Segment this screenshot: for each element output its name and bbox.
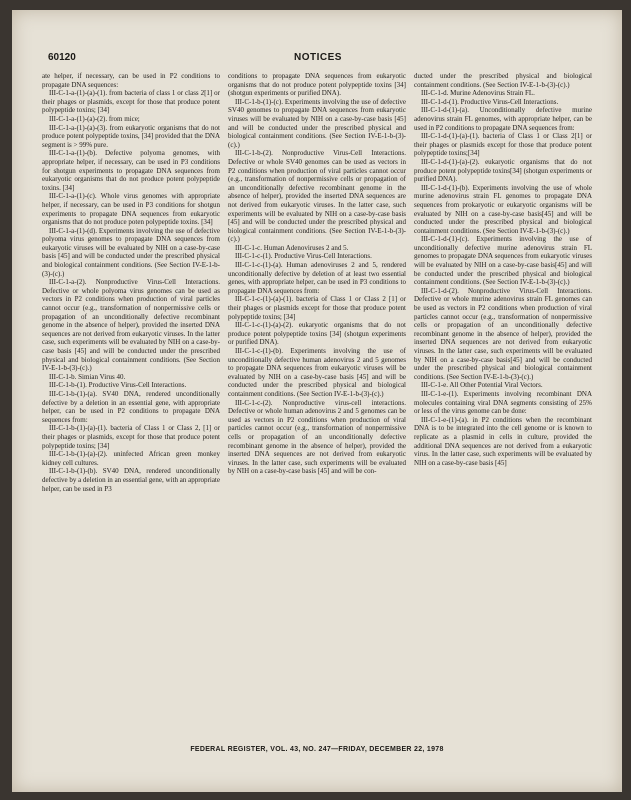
section-title: NOTICES xyxy=(294,52,342,63)
paragraph: III-C-1-c. Human Adenoviruses 2 and 5. xyxy=(235,243,349,252)
paragraph: III-C-1-b. Simian Virus 40. xyxy=(49,372,126,381)
paragraph: III-C-1-d-(1)-(b). Experiments involving the use of whole murine adenovirus strain FL genomes to propagate DNA sequences from prokaryotic or eukaryotic organisms will be evaluated by NIH on a case-by-case basis[45] and will be conducted under the prescribed physical and biological containment conditions. (See Section IV-E-1-b-(3)-(c).) xyxy=(414,183,592,235)
paragraph: III-C-1-c-(1)-(b). Experiments involving the use of unconditionally defective human adenovirus 2 and 5 genomes to propagate DNA sequences from eukaryotic viruses will be evaluated by NIH on a case-by-case basis [45] and will be conducted under the prescribed physical and biological containment conditions. (See Section IV-E-1-b-(3)-(c).) xyxy=(228,347,406,398)
paragraph: III-C-1-b-(1)-(a)-(1). bacteria of Class 1 or Class 2, [1] or their phages or plasmids, except for those that produce potent polypeptide toxins; [34] xyxy=(42,424,220,450)
paragraph: III-C-1-a-(1)-(d). Experiments involving the use of defective polyoma virus genomes to propagate DNA sequences from eukaryotic viruses will be evaluated by NIH on a case-by-case basis [45] and will be conducted under the prescribed physical and biological containment conditions. (See Section IV-E-1-b-(3)-(c).) xyxy=(42,226,220,278)
document-page xyxy=(12,10,622,792)
paragraph: III-C-1-c-(1). Productive Virus-Cell Interactions. xyxy=(235,252,372,261)
paragraph: III-C-1-a-(1)-(a)-(2). from mice; xyxy=(49,114,140,123)
paragraph: III-C-1-d-(1)-(c). Experiments involving the use of unconditionally defective murine adenovirus strain FL genomes to propagate DNA sequences from eukaryotic viruses will be evaluated by NIH on a case-by-case basis[45] and will be conducted under the prescribed physical and biological containment conditions. (See Section IV-E-1-b-(3)-(c).) xyxy=(414,235,592,287)
paragraph: III-C-1-e. All Other Potential Viral Vectors. xyxy=(421,381,543,390)
paragraph: III-C-1-d-(1). Productive Virus-Cell Interactions. xyxy=(421,97,559,106)
paragraph: ate helper, if necessary, can be used in P2 conditions to propagate DNA sequences: xyxy=(42,72,220,89)
paragraph: III-C-1-c-(1)-(a). Human adenoviruses 2 and 5, rendered unconditionally defective by deletion of at least two essential genes, with appropriate helper, can be used in P3 conditions to propagate DNA sequences from: xyxy=(228,261,406,295)
paragraph: III-C-1-b-(1)-(c). Experiments involving the use of defective SV40 genomes to propagate DNA sequences from eukaryotic viruses will be evaluated by NIH on a case-by-case basis [45] and will be conducted under the prescribed physical and biological containment conditions. (See Section IV-E-1-b-(3)-(c).) xyxy=(228,97,406,149)
page-header xyxy=(48,52,588,68)
paragraph: ducted under the prescribed physical and biological containment conditions. (See Section IV-E-1-b-(3)-(c).) xyxy=(414,72,592,89)
page-footer: FEDERAL REGISTER, VOL. 43, NO. 247—FRIDAY, DECEMBER 22, 1978 xyxy=(190,746,444,753)
paragraph: III-C-1-b-(1)-(a)-(2). uninfected African green monkey kidney cell cultures. xyxy=(42,450,220,467)
paragraph: III-C-1-b-(1). Productive Virus-Cell Interactions. xyxy=(49,381,187,390)
paragraph: III-C-1-a-(1)-(c). Whole virus genomes with appropriate helper, if necessary, can be used in P3 conditions for shotgun experiments to propagate DNA sequences from eukaryotic organisms that do not produce poten polypeptide toxins. [34] xyxy=(42,192,220,227)
page-number: 60120 xyxy=(48,52,76,63)
paragraph: conditions to propagate DNA sequences from eukaryotic organisms that do not produce potent polypeptide toxins [34] (shotgun experiments or purified DNA). xyxy=(228,72,406,98)
paragraph: III-C-1-e-(1)-(a). in P2 conditions when the recombinant DNA is to be integrated into the cell genome or is known to replicate as a plasmid in cells in culture, provided the additional DNA sequences are not derived from a eukaryotic virus. In the latter case, such experiments will be evaluated by NIH on a case-by-case basis [45] xyxy=(414,415,592,467)
paragraph: III-C-1-c-(1)-(a)-(2). eukaryotic organisms that do not produce potent polypeptide toxins [34] (shotgun experiments or purified DNA). xyxy=(228,321,406,347)
paragraph: III-C-1-c-(1)-(a)-(1). bacteria of Class 1 or Class 2 [1] or their phages or plasmids except for those that produce potent polypeptide toxins; [34] xyxy=(228,295,406,321)
paragraph: III-C-1-e-(1). Experiments involving recombinant DNA molecules containing viral DNA segments consisting of 25% or less of the virus genome can be done: xyxy=(414,389,592,416)
paragraph: III-C-1-d-(1)-(a)-(2). eukaryotic organisms that do not produce potent polypeptide toxins[34] (shotgun experiments or purified DNA). xyxy=(414,157,592,184)
paragraph: III-C-1-d-(1)-(a)-(1). bacteria of Class 1 or Class 2[1] or their phages or plasmids except for those that produce potent polypeptide toxins;[34] xyxy=(414,132,592,158)
column-left xyxy=(42,72,220,732)
paragraph: III-C-1-a-(1)-(a)-(1). from bacteria of class 1 or class 2[1] or their phages or plasmids, except for those that produce potent polypeptide toxins; [34] xyxy=(42,89,220,115)
paragraph: III-C-1-b-(1)-(a). SV40 DNA, rendered unconditionally defective by a deletion in an essential gene, with appropriate helper, can be used in P2 conditions to propagate DNA sequences from: xyxy=(42,389,220,424)
paragraph: III-C-1-a-(1)-(b). Defective polyoma genomes, with appropriate helper, if necessary, can be used in P3 conditions for shotgun experiments to propagate DNA sequences from eukaryotic organisms that do not produce potent polypeptide toxins. [34] xyxy=(42,149,220,192)
column-right xyxy=(414,72,592,732)
paragraph: III-C-1-a-(1)-(a)-(3). from eukaryotic organisms that do not produce potent polypeptide toxins, [34] provided that the DNA segment is > 99% pure. xyxy=(42,123,220,149)
paragraph: III-C-1-d. Murine Adenovirus Strain FL. xyxy=(421,89,535,98)
paragraph: III-C-1-b-(2). Nonproductive Virus-Cell Interactions. Defective or whole SV40 genomes can be used as vectors in P2 conditions when production of viral particles cannot occur (e.g., transformation of nonpermissive cells or propagation of an unconditionally defective recombinant genome in the absence of helper), provided the inserted DNA sequences are not derived from eukaryotic viruses. In the latter case, such experiments will be evaluated by NIH on a case-by-case basis [45] and will be conducted under the prescribed physical and biological containment conditions. (See Section IV-E-1-b-(3)-(c).) xyxy=(228,149,406,244)
column-middle xyxy=(228,72,406,732)
paragraph: III-C-1-d-(1)-(a). Unconditionally defective murine adenovirus strain FL genomes, with appropriate helper, can be used in P2 conditions to propagate DNA sequences from: xyxy=(414,106,592,132)
paragraph: III-C-1-b-(1)-(b). SV40 DNA, rendered unconditionally defective by a deletion in an essential gene, with an appropriate helper, can be used in P3 xyxy=(42,467,220,493)
paragraph: III-C-1-a-(2). Nonproductive Virus-Cell Interactions. Defective or whole polyoma virus genomes can be used as vectors in P2 conditions when production of viral particles cannot occur (e.g., transformation of nonpermissive cells or propagation of an unconditionally defective recombinant genome in the absence of helper), provided the inserted DNA sequences are not derived from eukaryotic viruses. In the latter case, such experiments will be evaluated by NIH on a case-by-case basis [45] and will be conducted under the prescribed physical and biological containment conditions. (See Section IV-E-1-b-(3)-(c).) xyxy=(42,278,220,373)
paragraph: III-C-1-c-(2). Nonproductive virus-cell interactions. Defective or whole human adenovirus 2 and 5 genomes can be used as vectors in P2 conditions when production of viral particles cannot occur (e.g., transformation of nonpermissive cells or propagation of an unconditionally defective recombinant genome in the absence of helper), provided the inserted DNA sequences are not derived from eukaryotic viruses. In the latter case, such experiments will be evaluated by NIH on a case-by-case basis [45] and will be con- xyxy=(228,398,406,476)
text-columns xyxy=(42,72,594,732)
paragraph: III-C-1-d-(2). Nonproductive Virus-Cell Interactions. Defective or whole murine adenovirus strain FL genomes can be used as vectors in P2 conditions when production of viral particles cannot occur (e.g., transformation of nonpermissive cells or propagation of an unconditionally defective recombinant genome in the absence of helper), provided the inserted DNA sequences are not derived from eukaryotic viruses. In the latter case, such experiments will be evaluated by NIH on a case-by-case basis[45] and will be conducted under the prescribed physical and biological containment conditions. (See Section IV-E-1-b-(3)-(c).) xyxy=(414,286,592,381)
